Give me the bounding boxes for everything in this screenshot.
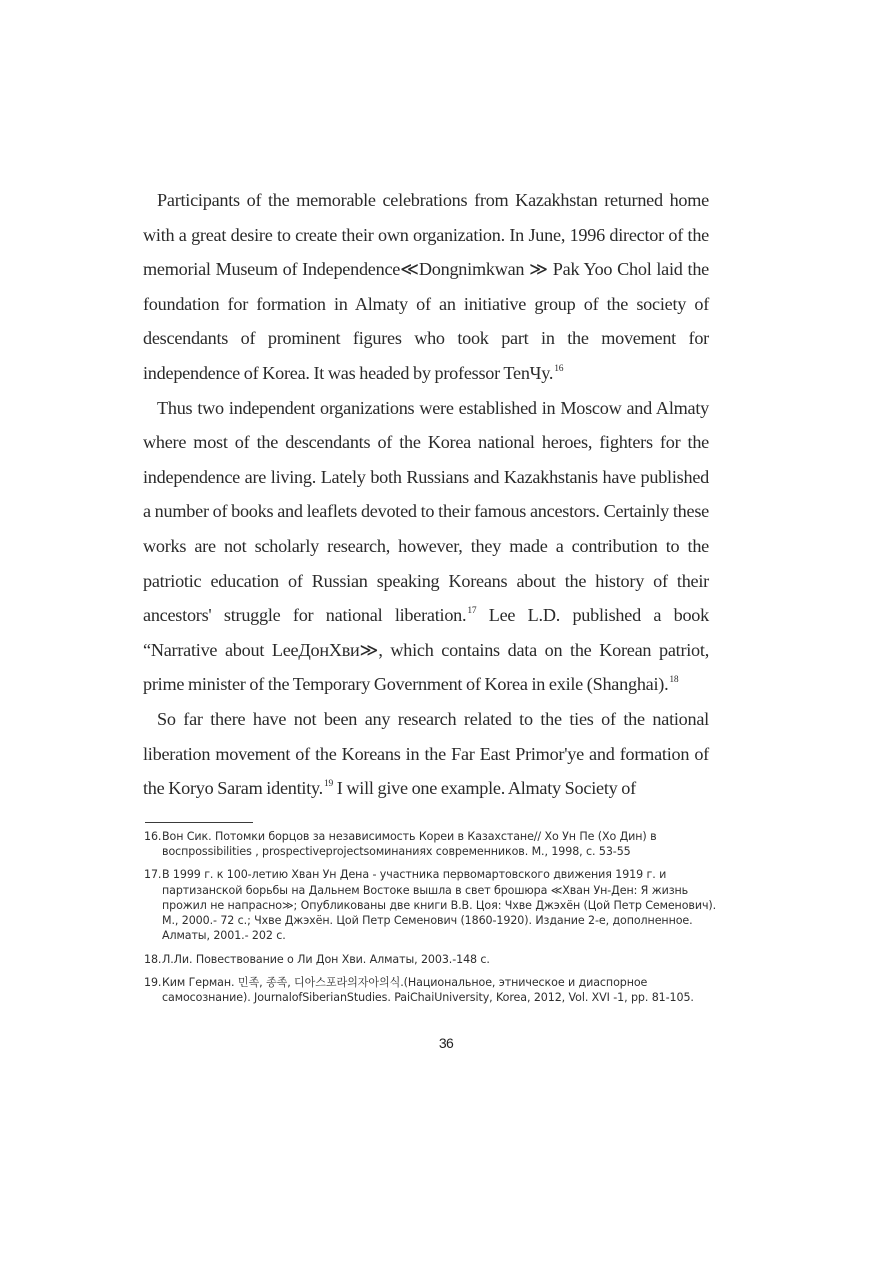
paragraph-text: Participants of the memorable celebrations from Kazakhstan returned home with a great desire to create their own organization. In June, 1996 director of the memorial Museum of Independence≪Dongnimkwan ≫ Pak Yoo Chol laid the foundation for formation in Almaty of an initiative group of the society of descendants of prominent figures who took part in the movement for independence of Korea. It was headed by professor TenЧy. [143, 190, 709, 383]
footnote-number: 19. [144, 976, 162, 990]
footnote-19 [144, 975, 724, 1006]
paragraph-text: Lee L.D. published a book “Narrative about LeeДонХви≫, which contains data on the Korean patriot, prime minister of the Temporary Government of Korea in exile (Shanghai). [143, 605, 709, 695]
body-text [143, 183, 709, 806]
paragraph-1 [143, 183, 709, 391]
paragraph-2 [143, 391, 709, 702]
footnotes-section [144, 829, 724, 1006]
paragraph-text: I will give one example. Almaty Society of [332, 778, 636, 799]
footnote-number: 16. [144, 829, 162, 843]
footnote-reference-19[interactable]: 19 [323, 779, 333, 790]
footnote-number: 17. [144, 868, 162, 882]
footnote-18 [144, 952, 724, 967]
paragraph-3 [143, 702, 709, 806]
paragraph-text: Thus two independent organizations were established in Moscow and Almaty where most of the descendants of the Korea national heroes, fighters for the independence are living. Lately both Russians and Kazakhstanis have published a number of books and leaflets devoted to their famous ancestors. Certainly these works are not scholarly research, however, they made a contribution to the patriotic education of Russian speaking Koreans about the history of their ancestors' struggle for national liberation. [143, 397, 709, 626]
footnote-16 [144, 829, 724, 860]
footnote-reference-16[interactable]: 16 [554, 363, 564, 374]
footnote-text: Л.Ли. Повествование о Ли Дон Хви. Алматы, 2003.-148 с. [162, 952, 490, 966]
footnote-text: Ким Герман. 민족, 종족, 디아스포라의자아의식.(Национальное, этническое и диаспорное самосознание). JournalofSiberianStudies. PaiChaiUniversity, Korea, 2012, Vol. XVI -1, pp. 81-105. [162, 976, 694, 1005]
footnote-text: В 1999 г. к 100-летию Хван Ун Дена - участника первомартовского движения 1919 г. и партизанской борьбы на Дальнем Востоке вышла в свет брошюра ≪Хван Ун-Ден: Я жизнь прожил не напрасно≫; Опубликованы две книги В.В. Цоя: Чхве Джэхён (Цой Петр Семенович). М., 2000.- 72 с.; Чхве Джэхён. Цой Петр Семенович (1860-1920). Издание 2-е, дополненное. Алматы, 2001.- 202 с. [162, 868, 717, 943]
footnote-number: 18. [144, 952, 162, 966]
footnote-reference-17[interactable]: 17 [467, 606, 477, 617]
page-number: 36 [438, 1034, 454, 1051]
footnote-17 [144, 867, 724, 943]
footnote-text: Вон Сик. Потомки борцов за независимость Кореи в Казахстане// Хо Ун Пе (Хо Дин) в воспpossibilities , prospectiveprojectsоминаниях современников. М., 1998, с. 53-55 [162, 829, 657, 858]
footnote-divider [145, 822, 253, 823]
paragraph-text: So far there have not been any research related to the ties of the national liberation movement of the Koreans in the Far East Primor'ye and formation of the Koryo Saram identity. [143, 708, 709, 799]
footnote-reference-18[interactable]: 18 [669, 675, 679, 686]
